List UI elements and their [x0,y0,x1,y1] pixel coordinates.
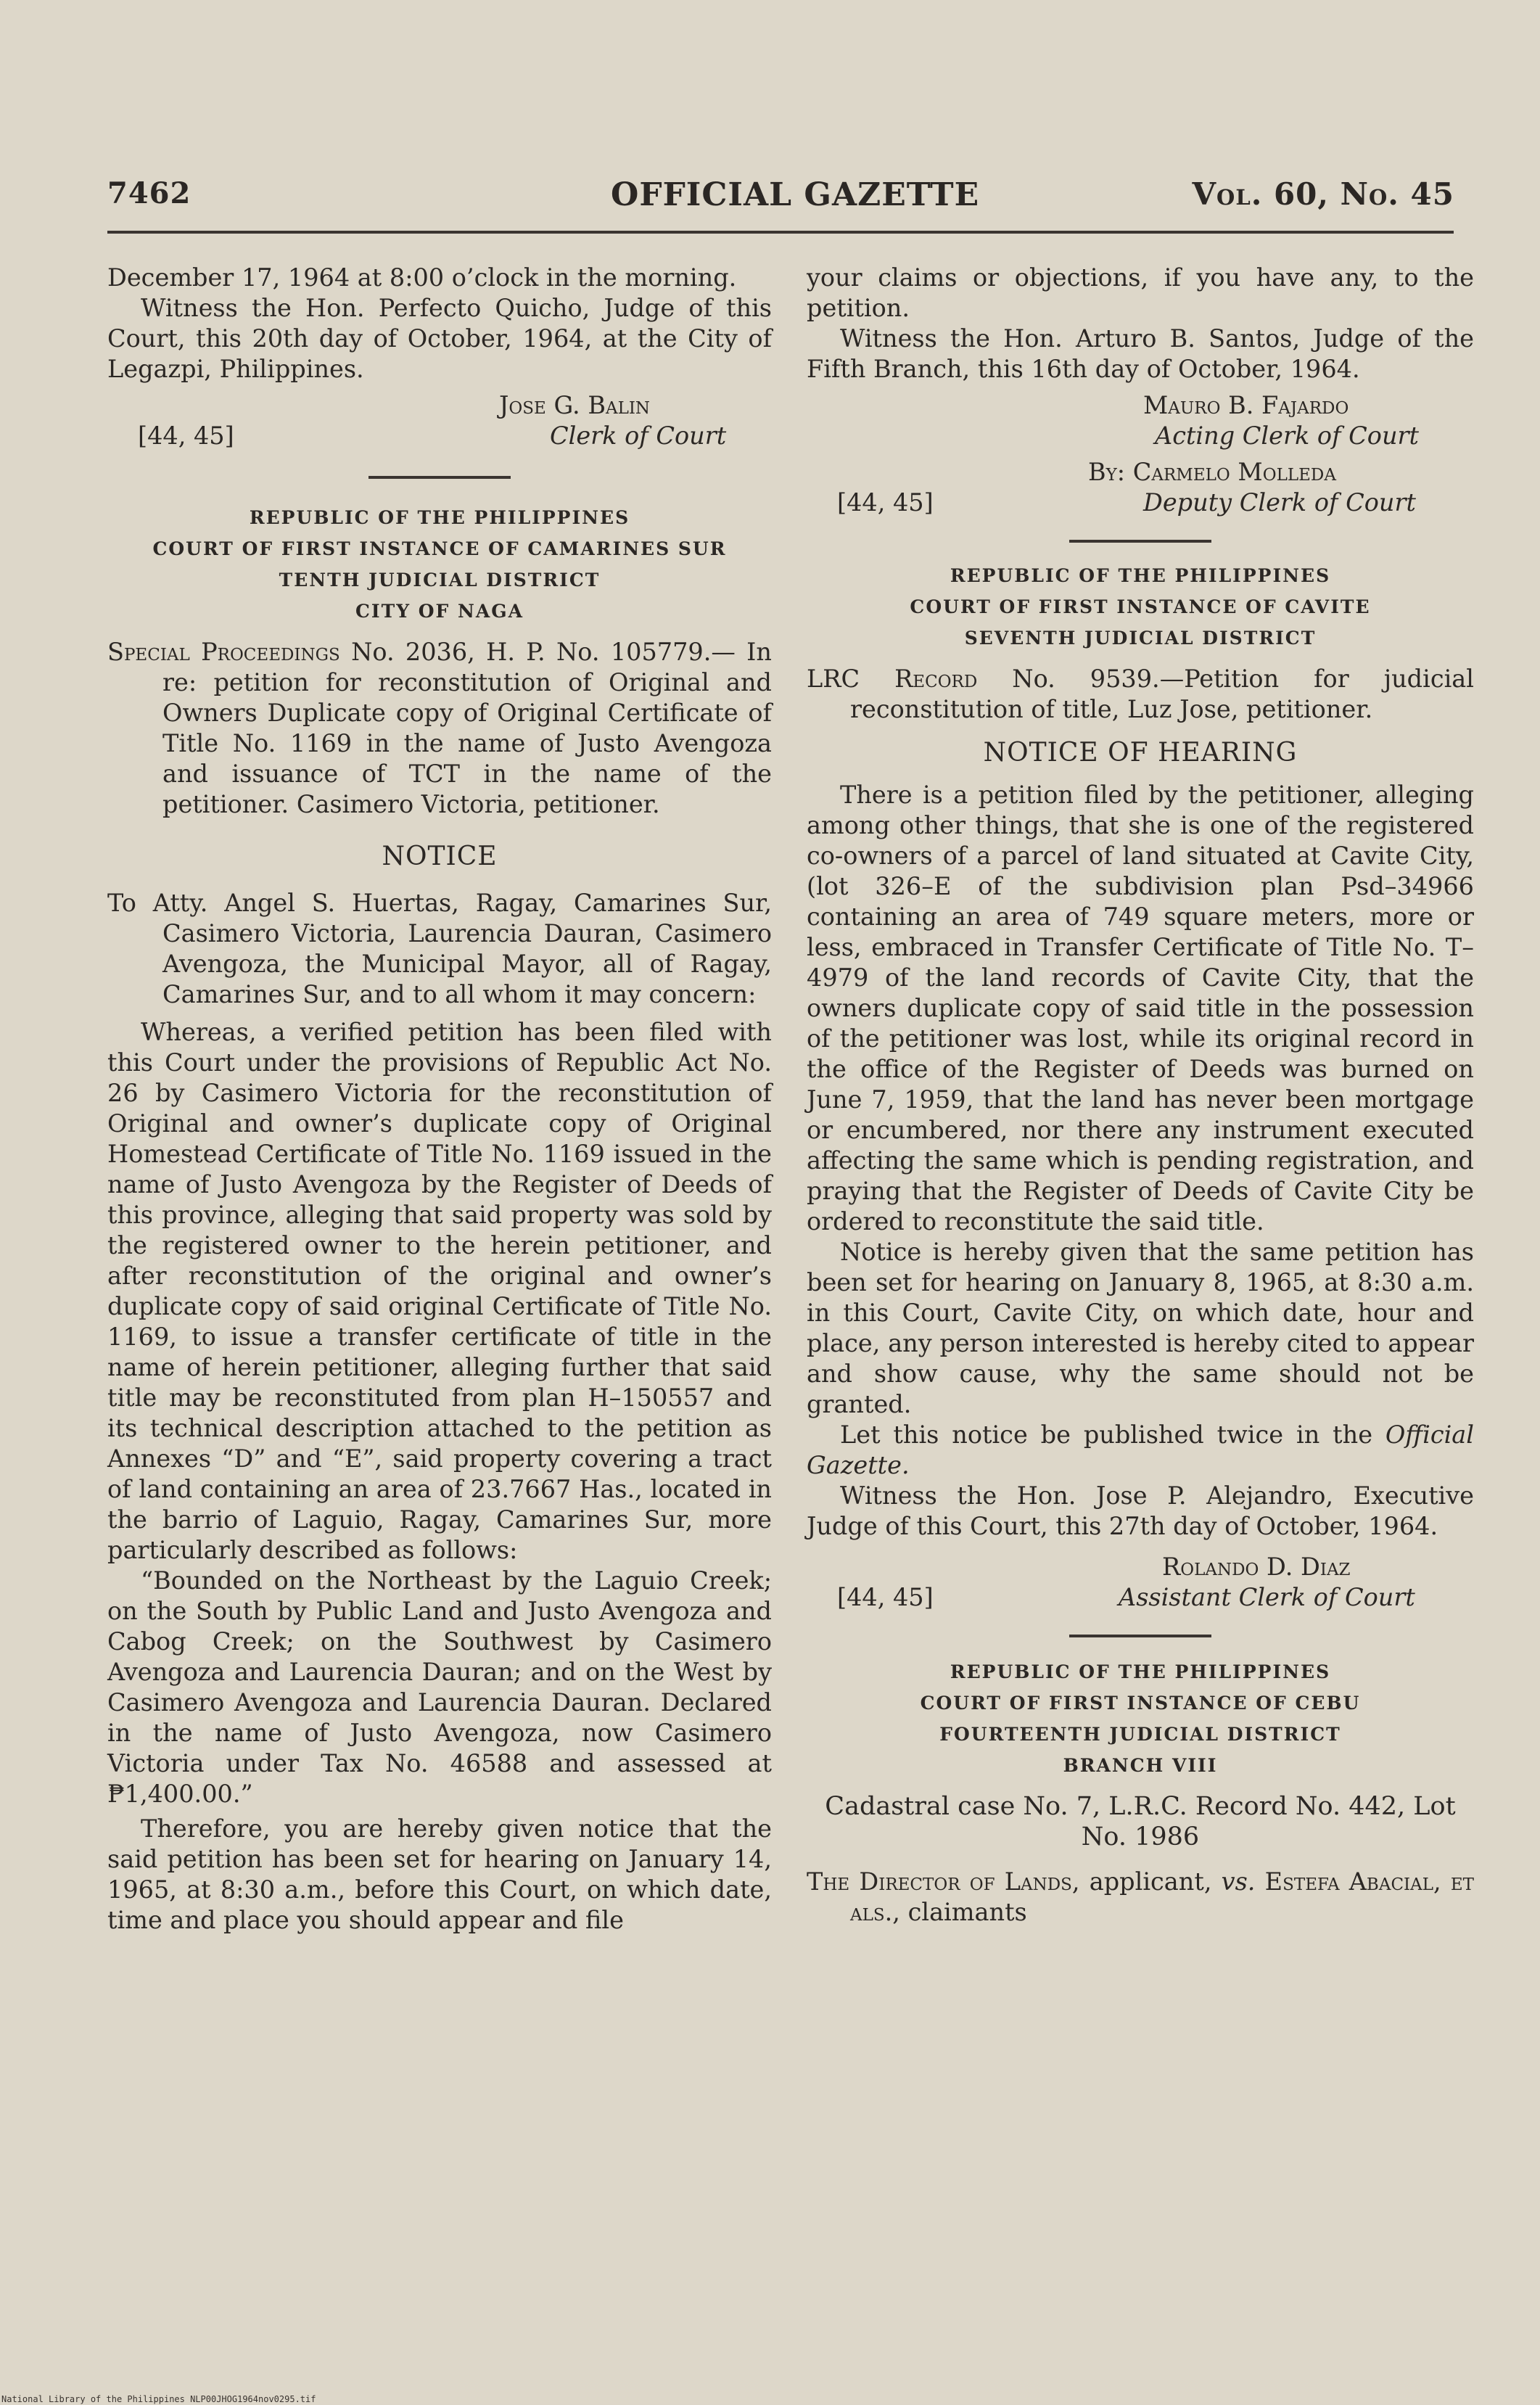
right-p1: your claims or objections, if you have any, to the petition. [807,263,1474,322]
scan-footer: National Library of the Philippines NLP00JHOG1964nov0295.tif [1,2394,316,2404]
section-divider [1069,540,1211,543]
section-divider [1069,1635,1211,1637]
volume-number: Vol. 60, No. 45 [1192,176,1454,212]
right-signature2-by-line: By: Carmelo Molleda [1088,458,1336,486]
cadastral-caption: Cadastral case No. 7, L.R.C. Record No. 442, Lot No. 1986 [825,1792,1456,1851]
notice-heading: NOTICE [382,842,498,871]
court-block-cebu: REPUBLIC OF THE PHILIPPINES COURT OF FIRST INSTANCE OF CEBU FOURTEENTH JUDICIAL DISTRICT BRANCH VIII [920,1661,1361,1776]
issue-ref: [44, 45] [138,422,234,450]
signatory-name: Jose G. Balin [499,391,651,419]
left-signature-title-line [107,421,772,451]
right-column [807,263,1474,1928]
case-caption: Special Proceedings No. 2036, H. P. No. 105779.— In re: petition for reconstitution of Original and Owners Duplicate copy of Original Certificate of Title No. 1169 in the name of Justo Avengoza and issuance of TCT in the name of the petitioner. Casimero Victoria, petitioner. [107,638,772,818]
lrc-case-caption: LRC Record No. 9539.—Petition for judicial reconstitution of title, Luz Jose, petitioner. [807,665,1474,723]
signatory-title: Clerk of Court [550,422,727,450]
court-block-naga: REPUBLIC OF THE PHILIPPINES COURT OF FIRST INSTANCE OF CAMARINES SUR TENTH JUDICIAL DISTRICT CITY OF NAGA [152,507,727,622]
left-signature-name-line [107,390,772,421]
left-p2: Witness the Hon. Perfecto Quicho, Judge of this Court, this 20th day of October, 1964, at the City of Legazpi, Philippines. [107,294,772,383]
hearing-paragraph: Notice is hereby given that the same petition has been set for hearing on January 8, 1965, at 8:30 a.m. in this Court, Cavite City, on which date, hour and place, any person interested is hereby cited to appear and show cause, why the same should not be granted. [807,1238,1474,1418]
left-p1: December 17, 1964 at 8:00 o’clock in the morning. [107,263,737,292]
right-signature1-title-line: Acting Clerk of Court [1155,422,1420,450]
right-signature3-name-line: Rolando D. Diaz [1162,1553,1351,1581]
right-signature1-name-line: Mauro B. Fajardo [1143,391,1349,419]
witness-paragraph: Witness the Hon. Jose P. Alejandro, Executive Judge of this Court, this 27th day of October, 1964. [807,1481,1474,1540]
therefore-paragraph: Therefore, you are hereby given notice that the said petition has been set for hearing on January 14, 1965, at 8:30 a.m., before this Court, on which date, time and place you should appear and file [107,1814,772,1934]
publication-title: OFFICIAL GAZETTE [611,176,980,213]
header-rule [107,231,1454,234]
parties-caption: The Director of Lands, applicant, vs. Estefa Abacial, et als., claimants [807,1867,1474,1926]
left-column [107,263,772,1936]
right-p2: Witness the Hon. Arturo B. Santos, Judge of the Fifth Branch, this 16th day of October, 1964. [807,324,1474,383]
publication-paragraph: Let this notice be published twice in the Official Gazette. [807,1421,1474,1479]
property-description-quote: “Bounded on the Northeast by the Laguio Creek; on the South by Public Land and Justo Avengoza and Cabog Creek; on the Southwest by Casimero Avengoza and Laurencia Dauran; and on the West by Casimero Avengoza and Laurencia Dauran. Declared in the name of Justo Avengoza, now Casimero Victoria under Tax No. 46588 and assessed at ₱1,400.00.” [107,1566,772,1808]
whereas-paragraph: Whereas, a verified petition has been filed with this Court under the provisions of Republic Act No. 26 by Casimero Victoria for the reconstitution of Original and owner’s duplicate copy of Original Homestead Certificate of Title No. 1169 issued in the name of Justo Avengoza by the Register of Deeds of this province, alleging that said property was sold by the registered owner to the herein petitioner, and after reconstitution of the original and owner’s duplicate copy of said original Certificate of Title No. 1169, to issue a transfer certificate of title in the name of herein petitioner, alleging further that said title may be reconstituted from plan H–150557 and its technical description attached to the petition as Annexes “D” and “E”, said property covering a tract of land containing an area of 23.7667 Has., located in the barrio of Laguio, Ragay, Camarines Sur, more particularly described as follows: [107,1018,772,1564]
petition-paragraph: There is a petition filed by the petitioner, alleging among other things, that she is one of the registered co-owners of a parcel of land situated at Cavite City, (lot 326–E of the subdivision plan Psd–34966 containing an area of 749 square meters, more or less, embraced in Transfer Certificate of Title No. T–4979 of the land records of Cavite City, that the owners duplicate copy of said title in the possession of the petitioner was lost, while its original record in the office of the Register of Deeds was burned on June 7, 1959, that the land has never been mortgage or encumbered, nor there any instrument executed affecting the same which is pending registration, and praying that the Register of Deeds of Cavite City be ordered to reconstitute the said title. [807,781,1474,1236]
page-number: 7462 [107,176,192,210]
court-block-cavite: REPUBLIC OF THE PHILIPPINES COURT OF FIRST INSTANCE OF CAVITE SEVENTH JUDICIAL DISTRICT [910,565,1371,649]
right-signature2-title-line: [44, 45] Deputy Clerk of Court [837,488,1416,517]
notice-of-hearing-heading: NOTICE OF HEARING [983,738,1298,768]
notice-addressees: To Atty. Angel S. Huertas, Ragay, Camarines Sur, Casimero Victoria, Laurencia Dauran, Casimero Avengoza, the Municipal Mayor, all of Ragay, Camarines Sur, and to all whom it may concern: [107,889,772,1008]
section-divider [368,476,511,479]
right-signature3-title-line: [44, 45] Assistant Clerk of Court [837,1583,1415,1611]
